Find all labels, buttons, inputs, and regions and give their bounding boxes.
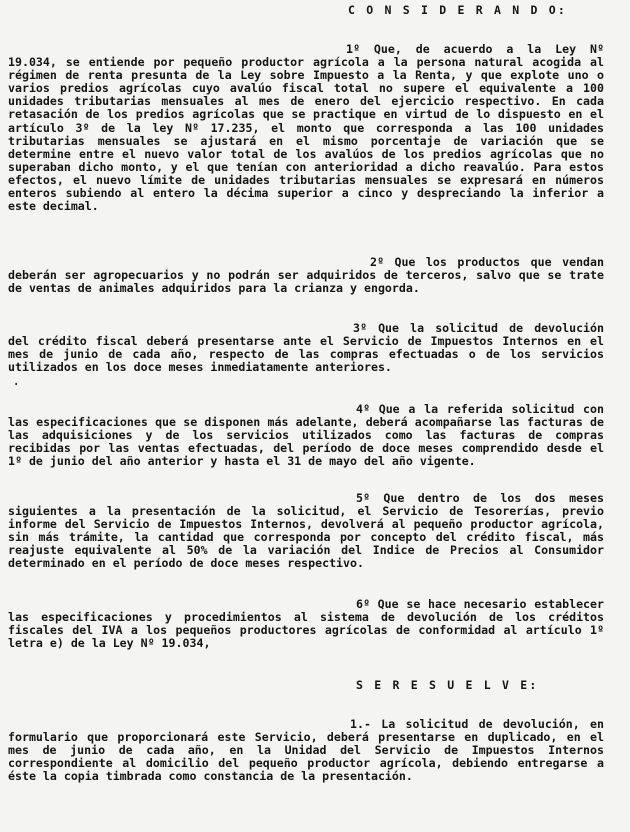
- margin-mark: ·: [12, 377, 21, 393]
- considerando-paragraph-5: 5º Que dentro de los dos meses siguientes a la presentación de la solicitud, el Servicio de Tesorerías, previo informe del Servicio de Impuestos Internos, devolverá al pequeño productor agrícola, sin más trámite, la cantidad que corresponda por concepto del crédito fiscal, más reajuste equivalente al 50% de la variación del Indice de Precios al Consumidor determinado en el período de doce meses respectivo.: [8, 491, 604, 571]
- heading-considerando: C O N S I D E R A N D O:: [348, 3, 567, 17]
- considerando-paragraph-1: 1º Que, de acuerdo a la Ley Nº 19.034, se entiende por pequeño productor agrícola a la persona natural acogida al régimen de renta presunta de la Ley sobre Impuesto a la Renta, y que explote uno o varios predios agrícolas cuyo avalúo fiscal total no supere el equivalente a 100 unidades tributarias mensuales al mes de enero del ejercicio respectivo. En cada retasación de los predios agrícolas que se practique en virtud de lo dispuesto en el artículo 3º de la ley Nº 17.235, el monto que corresponda a las 100 unidades tributarias mensuales se ajustará en el mismo porcentaje de variación que se determine entre el nuevo valor total de los avalúos de los predios agrícolas que no superaban dicho monto, y el que tenían con anterioridad a dicho reavalúo. Para estos efectos, el nuevo límite de unidades tributarias mensuales se expresará en números enteros subiendo al entero la décima superior a cinco y despreciando la inferior a este decimal.: [8, 42, 604, 214]
- considerando-paragraph-3: 3º Que la solicitud de devolución del crédito fiscal deberá presentarse ante el Servicio de Impuestos Internos en el mes de junio de cada año, respecto de las compras efectuadas o de los servicios utilizados en los doce meses inmediatamente anteriores.: [8, 321, 604, 375]
- resolution-item-1: 1.- La solicitud de devolución, en formulario que proporcionará este Servicio, deberá presentarse en duplicado, en el mes de junio de cada año, en la Unidad del Servicio de Impuestos Internos correspondiente al domicilio del pequeño productor agrícola, debiendo entregarse a éste la copia timbrada como constancia de la presentación.: [8, 717, 604, 784]
- considerando-paragraph-6: 6º Que se hace necesario establecer las especificaciones y procedimientos al sistema de devolución de los créditos fiscales del IVA a los pequeños productores agrícolas de conformidad al artículo 1º letra e) de la Ley Nº 19.034,: [8, 597, 604, 651]
- considerando-paragraph-4: 4º Que a la referida solicitud con las especificaciones que se disponen más adelante, deberá acompañarse las facturas de las adquisiciones y de los servicios utilizados como las facturas de compras recibidas por las ventas efectuadas, del período de doce meses comprendido desde el 1º de junio del año anterior y hasta el 31 de mayo del año vigente.: [8, 402, 604, 469]
- considerando-paragraph-2: 2º Que los productos que vendan deberán ser agropecuarios y no podrán ser adquiridos de terceros, salvo que se trate de ventas de animales adquiridos para la crianza y engorda.: [8, 255, 604, 296]
- heading-resuelve: S E R E S U E L V E:: [356, 678, 539, 692]
